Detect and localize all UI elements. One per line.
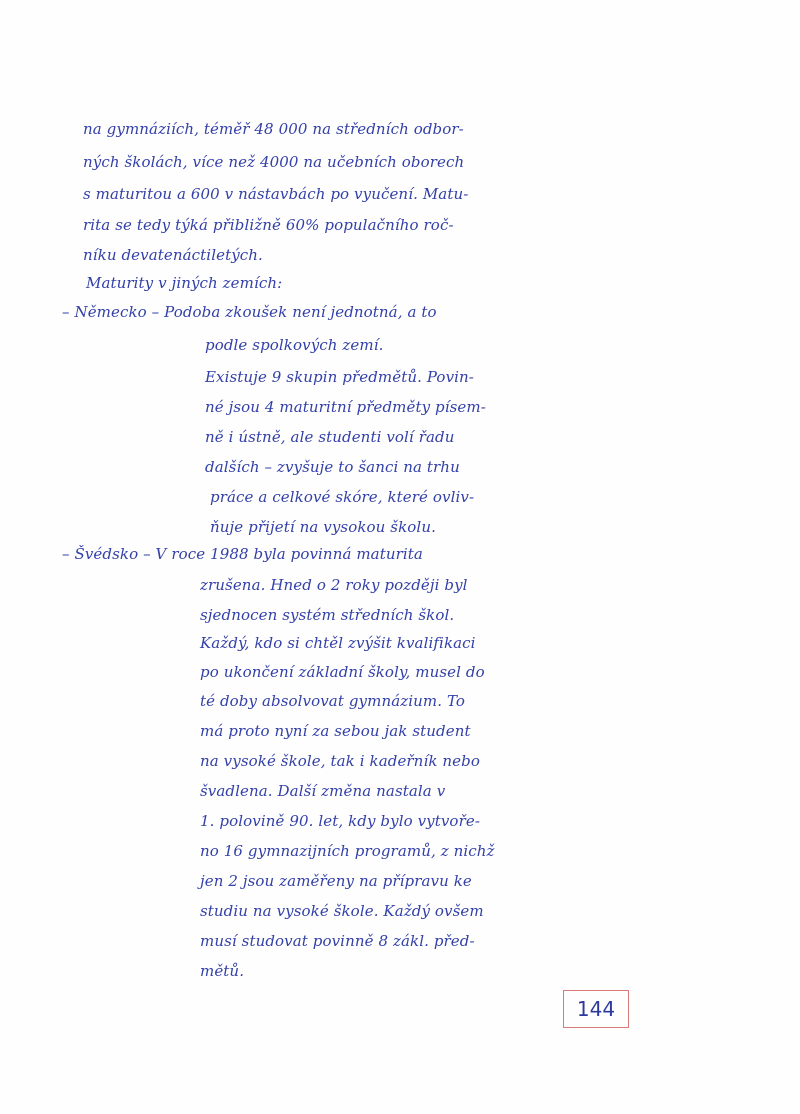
section-heading: Maturity v jiných zemích: (86, 274, 283, 292)
text-line: s maturitou a 600 v nástavbách po vyučení. Matu- (83, 185, 469, 203)
text-line: 1. polovině 90. let, kdy bylo vytvoře- (200, 812, 480, 830)
text-line: švadlena. Další změna nastala v (200, 782, 446, 800)
text-line: – Švédsko – V roce 1988 byla povinná maturita (62, 545, 423, 563)
text-line: Existuje 9 skupin předmětů. Povin- (205, 368, 474, 386)
text-line: no 16 gymnazijních programů, z nichž (200, 842, 495, 860)
text-line: po ukončení základní školy, musel do (200, 663, 485, 681)
text-line: na gymnáziích, téměř 48 000 na středních odbor- (83, 120, 464, 138)
text-line: ně i ústně, ale studenti volí řadu (205, 428, 455, 446)
text-line: ňuje přijetí na vysokou školu. (210, 518, 436, 536)
text-line: sjednocen systém středních škol. (200, 606, 455, 624)
page-number: 144 (576, 997, 616, 1021)
text-line: studiu na vysoké škole. Každý ovšem (200, 902, 484, 920)
text-line: níku devatenáctiletých. (83, 246, 263, 264)
text-line: musí studovat povinně 8 zákl. před- (200, 932, 475, 950)
text-line: na vysoké škole, tak i kadeřník nebo (200, 752, 480, 770)
text-line: né jsou 4 maturitní předměty písem- (205, 398, 486, 416)
text-line: – Německo – Podoba zkoušek není jednotná, a to (62, 303, 437, 321)
text-line: Každý, kdo si chtěl zvýšit kvalifikaci (200, 634, 476, 652)
text-line: dalších – zvyšuje to šanci na trhu (205, 458, 460, 476)
text-line: ných školách, více než 4000 na učebních oborech (83, 153, 465, 171)
text-line: zrušena. Hned o 2 roky později byl (200, 576, 468, 594)
text-line: má proto nyní za sebou jak student (200, 722, 471, 740)
text-line: té doby absolvovat gymnázium. To (200, 692, 466, 710)
page-number-box (563, 990, 629, 1028)
text-line: práce a celkové skóre, které ovliv- (210, 488, 475, 506)
text-line: podle spolkových zemí. (205, 336, 384, 354)
text-line: mětů. (200, 962, 245, 980)
text-line: rita se tedy týká přibližně 60% populačního roč- (83, 216, 454, 234)
text-line: jen 2 jsou zaměřeny na přípravu ke (200, 872, 472, 890)
